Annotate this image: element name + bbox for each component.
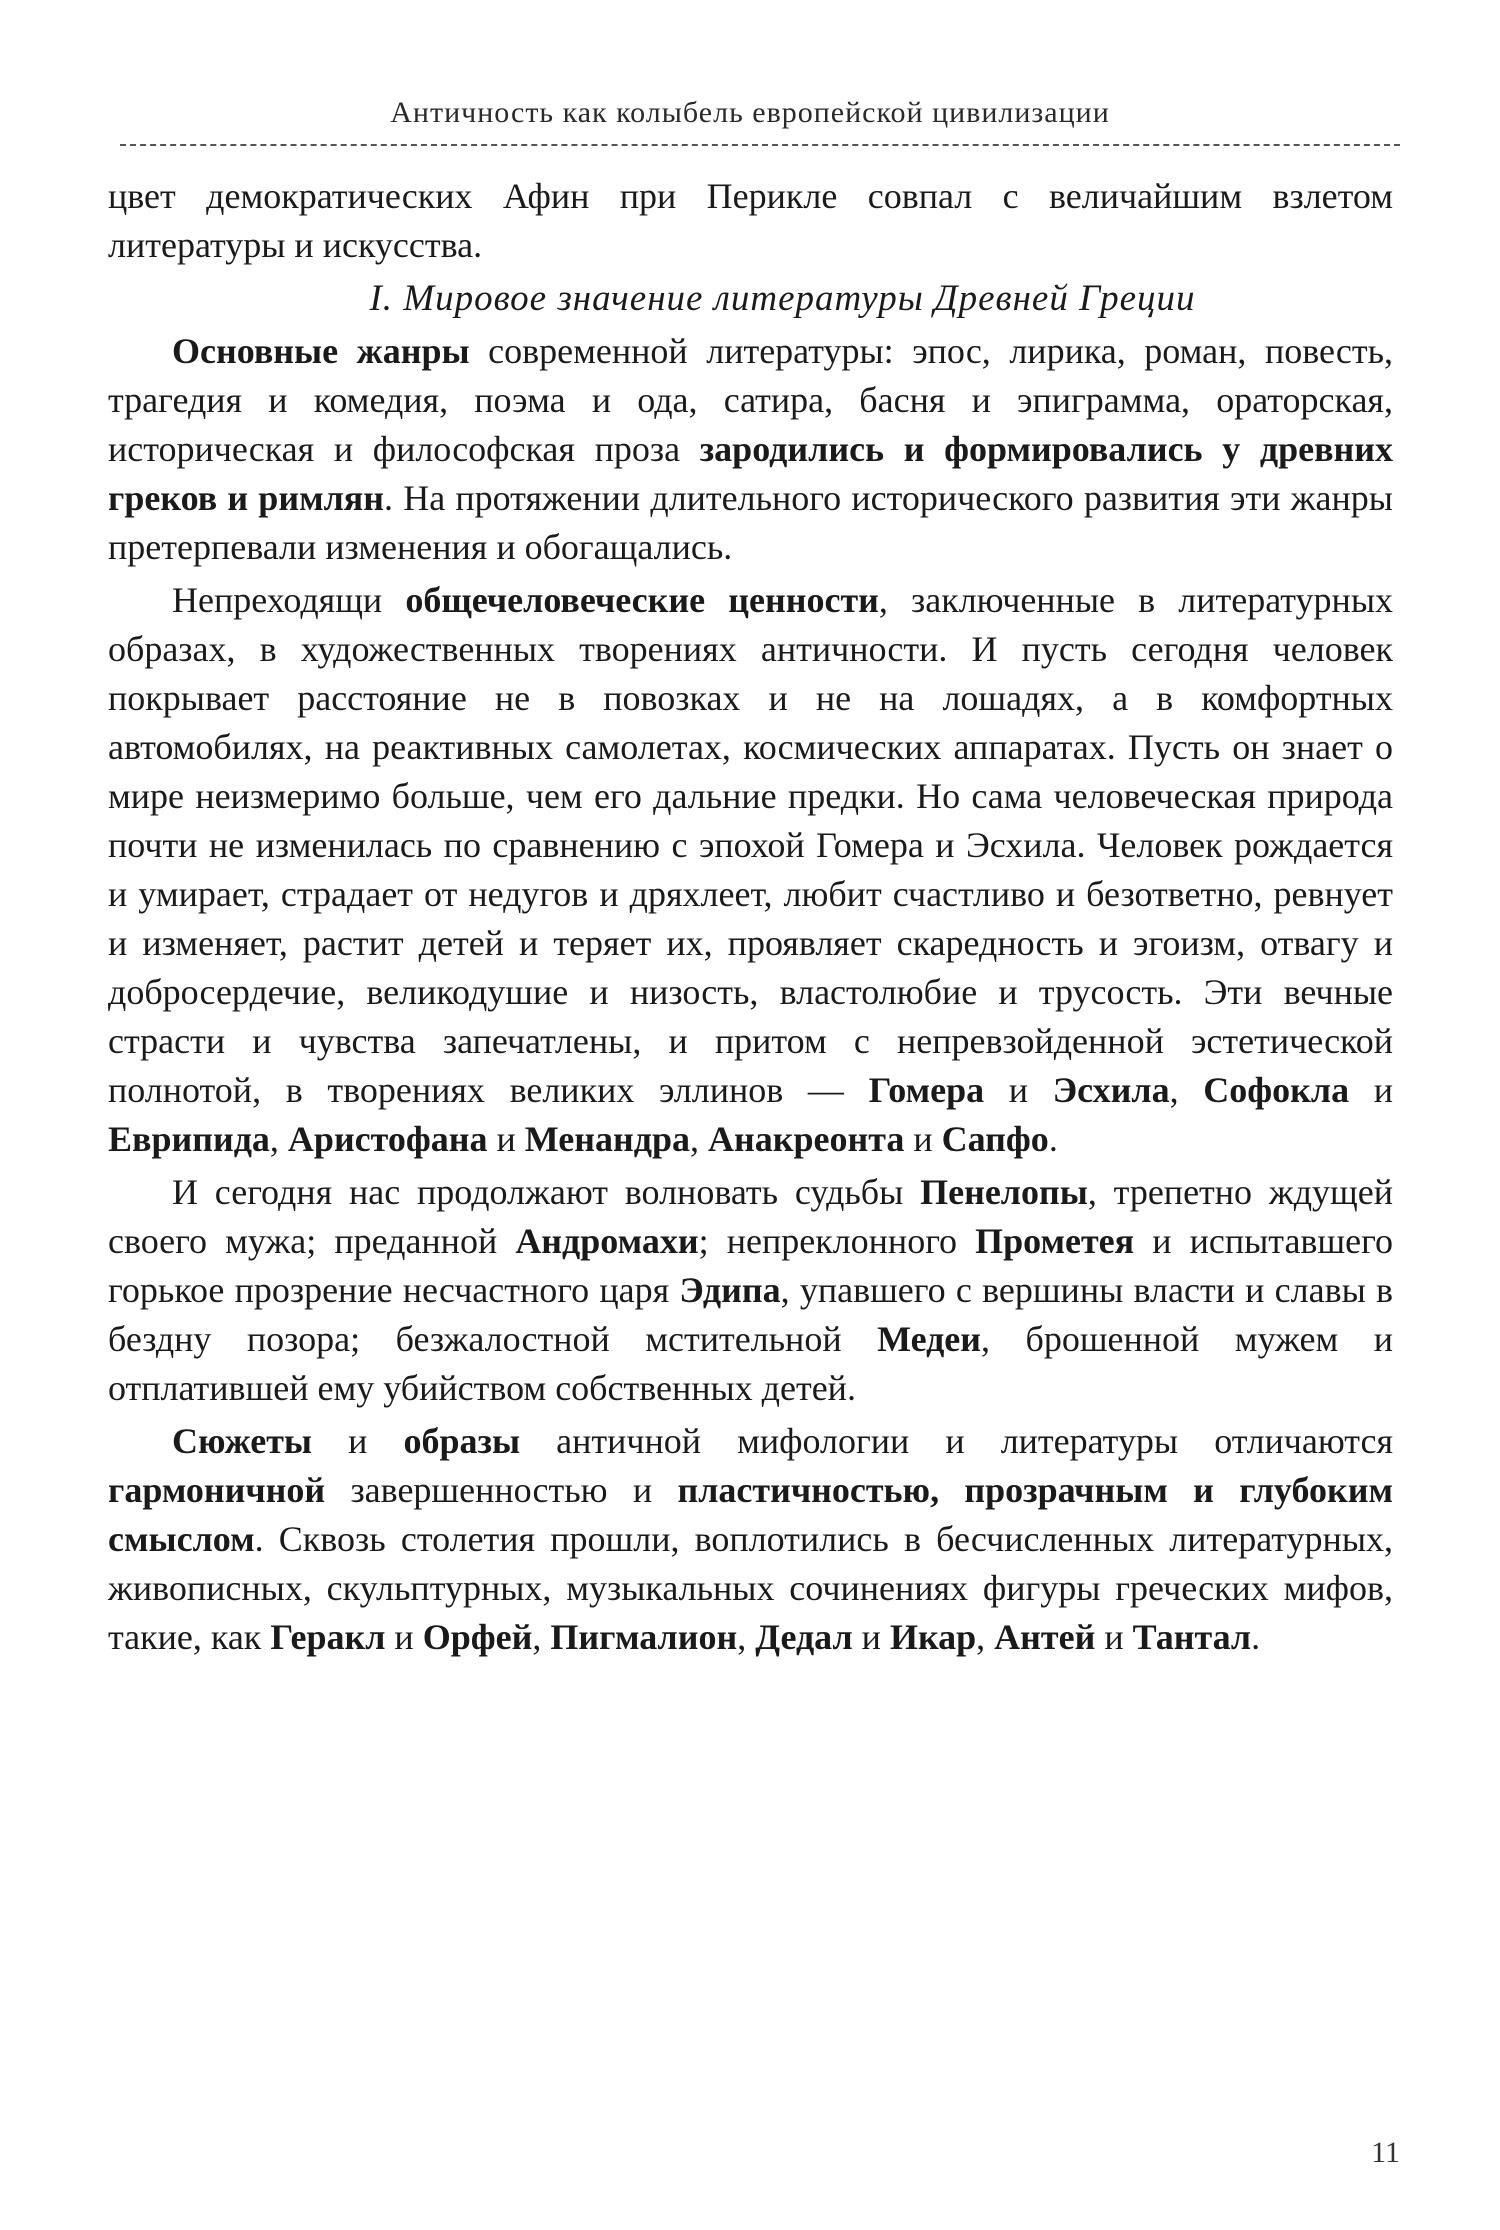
bold-name: Софокла: [1203, 1070, 1350, 1110]
bold-name: Икар: [889, 1617, 977, 1657]
bold-name: Тантал: [1132, 1617, 1252, 1657]
text-run: ,: [976, 1617, 995, 1657]
text-run: и: [385, 1617, 423, 1657]
text-run: ,: [1169, 1070, 1204, 1110]
text-run: , упавшего с вершины власти и славы в бездну позора; безжалостной мстительной: [108, 1270, 1393, 1359]
bold-name: Сапфо: [941, 1119, 1049, 1159]
bold-name: Прометея: [975, 1221, 1135, 1261]
text-run: ,: [269, 1119, 288, 1159]
text-run: ,: [690, 1119, 708, 1159]
bold-name: Эсхила: [1052, 1070, 1170, 1110]
text-run: и: [487, 1119, 525, 1159]
text-run: ,: [532, 1617, 551, 1657]
text-run: .: [1048, 1119, 1058, 1159]
paragraph-myths: [108, 1417, 1393, 1662]
intro-paragraph: цвет демократических Афин при Перикле совпал с величайшим взлетом литературы и искусства.: [108, 176, 1393, 265]
paragraph-heroes: [108, 1168, 1393, 1413]
header-rule: [120, 144, 1400, 146]
section-heading: I. Мировое значение литературы Древней Греции: [369, 278, 1196, 319]
bold-name: Андромахи: [515, 1221, 699, 1261]
bold-name: Анакреонта: [708, 1119, 905, 1159]
text-run: ; непреклонного: [698, 1221, 976, 1261]
bold-term: образы: [403, 1421, 521, 1461]
text-run: и: [904, 1119, 942, 1159]
text-run: античной мифологии и литературы отличаются: [520, 1421, 1394, 1461]
running-head: Античность как колыбель европейской цивилизации: [390, 96, 1110, 129]
page-number: 11: [1371, 2136, 1400, 2169]
body-text: [108, 172, 1393, 1662]
bold-name: Орфей: [422, 1617, 533, 1657]
text-run: , заключенные в литературных образах, в художественных творениях античности. И пусть сегодня человек покрывает расстояние не в повозках и не на лошадях, а в комфортных автомобилях, на реактивных самолетах, космических аппаратах. Пусть он знает о мире неизмеримо больше, чем его дальние предки. Но сама человеческая природа почти не изменилась по сравнению с эпохой Гомера и Эсхила. Человек рождается и умирает, страдает от недугов и дряхлеет, любит счастливо и безответно, ревнует и изменяет, растит детей и теряет их, проявляет скаредность и эгоизм, отвагу и добросердечие, великодушие и низость, властолюбие и трусость. Эти вечные страсти и чувства запечатлены, и притом с непревзойденной эстетической полнотой, в творениях великих эллинов —: [108, 580, 1393, 1110]
text-run: ,: [737, 1617, 756, 1657]
bold-name: Менандра: [524, 1119, 690, 1159]
bold-name: Антей: [994, 1617, 1096, 1657]
bold-term: общечеловеческие ценности: [405, 580, 879, 620]
text-run: и: [852, 1617, 890, 1657]
bold-term: Основные жанры: [172, 331, 470, 371]
text-run: современной литературы: эпос, лирика, роман, повесть, трагедия и комедия, поэма и ода, сатира, басня и эпиграмма, ораторская, историческая и философская проза: [108, 331, 1394, 469]
text-run: .: [1251, 1617, 1261, 1657]
bold-name: Еврипида: [108, 1119, 270, 1159]
text-run: завершенностью и: [325, 1470, 678, 1510]
bold-name: Пигмалион: [550, 1617, 738, 1657]
bold-name: Аристофана: [287, 1119, 488, 1159]
paragraph-values: [108, 576, 1393, 1164]
bold-name: Гомера: [868, 1070, 985, 1110]
bold-term: Сюжеты: [172, 1421, 313, 1461]
text-run: И сегодня нас продолжают волновать судьбы: [172, 1172, 921, 1212]
bold-name: Геракл: [270, 1617, 386, 1657]
bold-term: пластичностью, прозрачным и глубоким смыслом: [108, 1470, 1393, 1559]
bold-name: Пенелопы: [920, 1172, 1088, 1212]
bold-name: Дедал: [755, 1617, 853, 1657]
text-run: , брошенной мужем и отплатившей ему убийством собственных детей.: [108, 1319, 1394, 1408]
bold-name: Эдипа: [679, 1270, 781, 1310]
bold-term: гармоничной: [108, 1470, 326, 1510]
text-run: , трепетно ждущей своего мужа; преданной: [108, 1172, 1393, 1261]
bold-name: Медеи: [877, 1319, 982, 1359]
text-run: и: [984, 1070, 1053, 1110]
text-run: Непреходящи: [172, 580, 406, 620]
bold-term: зародились и формировались у древних греков и римлян: [108, 429, 1393, 518]
text-run: . На протяжении длительного исторического развития эти жанры претерпевали изменения и обогащались.: [108, 478, 1393, 567]
paragraph-genres: [108, 327, 1393, 572]
text-run: и испытавшего горькое прозрение несчастного царя: [108, 1221, 1393, 1310]
text-run: и: [1349, 1070, 1394, 1110]
text-run: и: [1095, 1617, 1133, 1657]
text-run: . Сквозь столетия прошли, воплотились в бесчисленных литературных, живописных, скульптурных, музыкальных сочинениях фигуры греческих мифов, такие, как: [108, 1519, 1393, 1657]
text-run: и: [312, 1421, 404, 1461]
